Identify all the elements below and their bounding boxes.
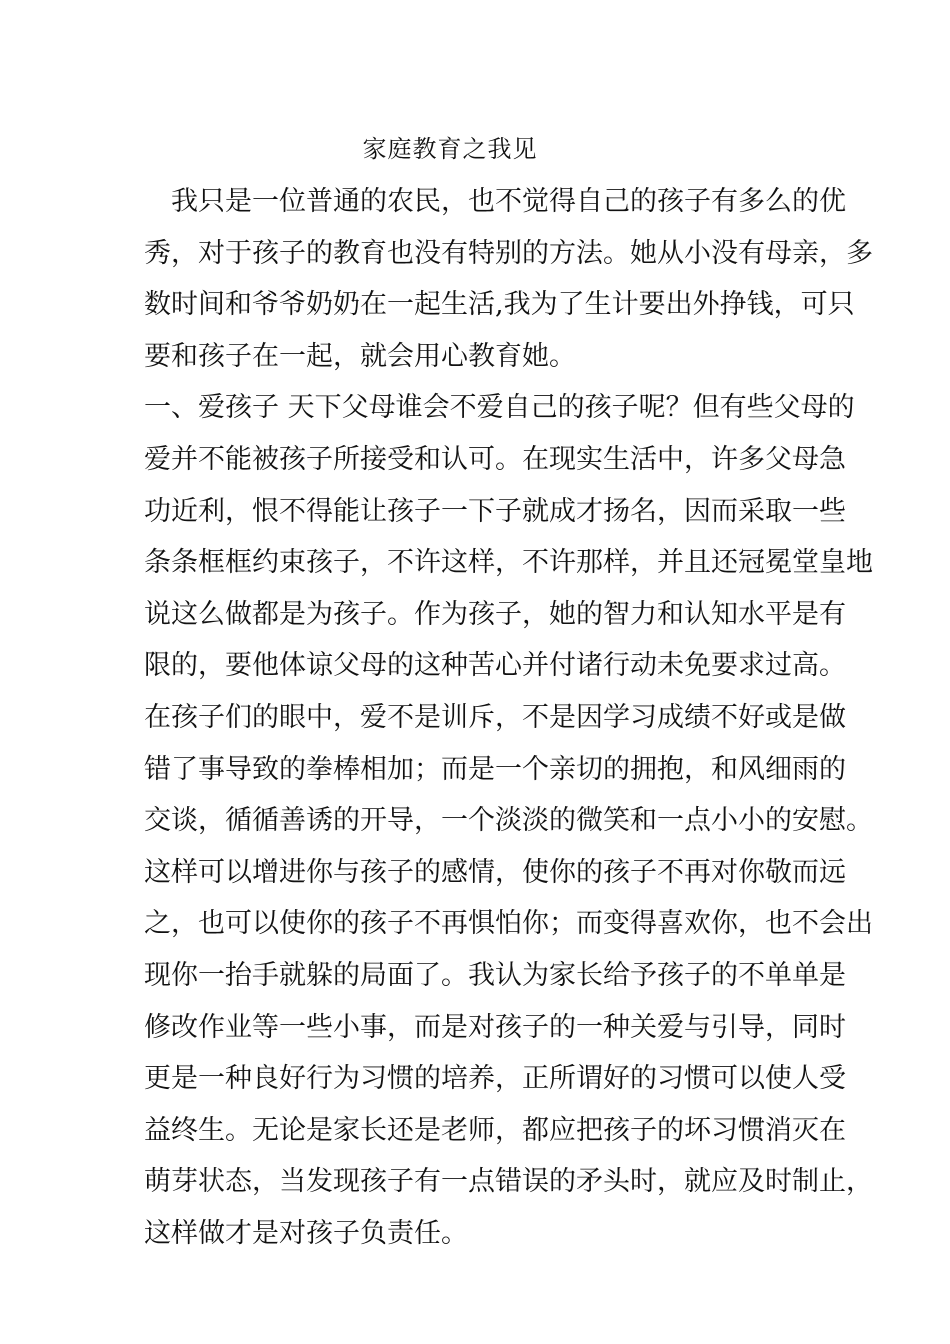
text-line: 限的，要他体谅父母的这种苦心并付诸行动未免要求过高。 [144, 650, 846, 682]
text-line: 这样做才是对孩子负责任。 [144, 1217, 468, 1249]
text-line: 错了事导致的拳棒相加；而是一个亲切的拥抱，和风细雨的 [144, 753, 846, 785]
text-line: 萌芽状态，当发现孩子有一点错误的矛头时，就应及时制止， [144, 1166, 873, 1198]
text-line: 条条框框约束孩子，不许这样，不许那样，并且还冠冕堂皇地 [144, 547, 873, 579]
text-line: 我只是一位普通的农民，也不觉得自己的孩子有多么的优 [144, 186, 846, 217]
text-line: 秀，对于孩子的教育也没有特别的方法。她从小没有母亲，多 [144, 237, 873, 269]
text-line: 一、爱孩子 天下父母谁会不爱自己的孩子呢？但有些父母的 [144, 392, 855, 424]
text-line: 更是一种良好行为习惯的培养，正所谓好的习惯可以使人受 [144, 1063, 846, 1095]
text-line: 要和孩子在一起，就会用心教育她。 [144, 340, 576, 372]
text-line: 爱并不能被孩子所接受和认可。在现实生活中，许多父母急 [144, 443, 846, 475]
text-line: 数时间和爷爷奶奶在一起生活,我为了生计要出外挣钱，可只 [144, 289, 855, 321]
body-text [144, 176, 873, 1259]
text-line: 这样可以增进你与孩子的感情，使你的孩子不再对你敬而远 [144, 856, 846, 888]
text-line: 现你一抬手就躲的局面了。我认为家长给予孩子的不单单是 [144, 959, 846, 991]
text-line: 在孩子们的眼中，爱不是训斥，不是因学习成绩不好或是做 [144, 701, 846, 733]
text-line: 说这么做都是为孩子。作为孩子，她的智力和认知水平是有 [144, 598, 846, 630]
text-line: 益终生。无论是家长还是老师，都应把孩子的坏习惯消灭在 [144, 1114, 846, 1146]
text-line: 之，也可以使你的孩子不再惧怕你；而变得喜欢你，也不会出 [144, 908, 873, 940]
page-title: 家庭教育之我见 [362, 135, 538, 163]
text-line: 交谈，循循善诱的开导，一个淡淡的微笑和一点小小的安慰。 [144, 805, 873, 837]
text-line: 修改作业等一些小事，而是对孩子的一种关爱与引导，同时 [144, 1011, 846, 1043]
text-line: 功近利，恨不得能让孩子一下子就成才扬名，因而采取一些 [144, 495, 846, 527]
